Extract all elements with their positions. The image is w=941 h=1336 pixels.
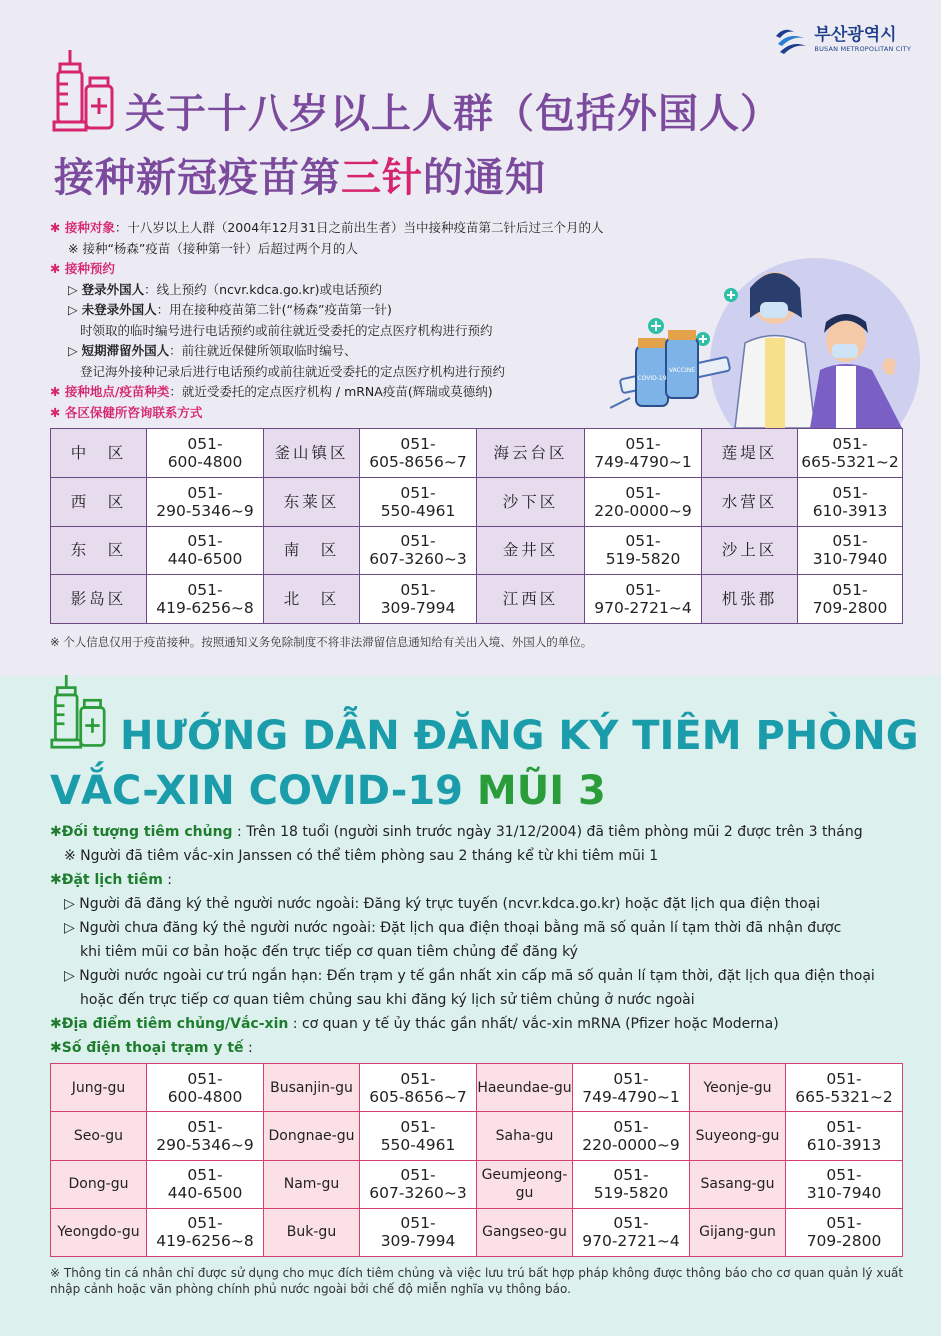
- vietnamese-title-line1: HƯỚNG DẪN ĐĂNG KÝ TIÊM PHÒNG: [120, 713, 919, 759]
- item-label: 接种地点/疫苗种类: [64, 384, 170, 399]
- table-row: [51, 526, 903, 575]
- phone-number: 051- 220-0000~9: [585, 477, 702, 526]
- logo-english-name: BUSAN METROPOLITAN CITY: [814, 45, 911, 54]
- item-text: : Trên 18 tuổi (người sinh trước ngày 31/12/2004) đã tiêm phòng mũi 2 được trên 3 tháng: [232, 824, 863, 840]
- phone-number: 051- 419-6256~8: [147, 1208, 264, 1256]
- list-item: [50, 892, 930, 916]
- item-text: :: [243, 1040, 253, 1056]
- table-row: [51, 429, 903, 478]
- chinese-title-line2: [54, 146, 546, 203]
- district-name: 沙上区: [702, 526, 798, 575]
- phone-number: 051- 600-4800: [147, 429, 264, 478]
- list-item: [50, 940, 930, 964]
- title-line2-prefix: 接种新冠疫苗第: [54, 155, 341, 201]
- phone-number: 051- 290-5346~9: [147, 1112, 264, 1160]
- phone-number: 051- 440-6500: [147, 1160, 264, 1208]
- item-label: Số điện thoại trạm y tế: [61, 1040, 244, 1056]
- item-text: hoặc đến trực tiếp cơ quan tiêm chủng sau khi đăng ký lịch sử tiêm chủng ở nước ngoài: [80, 992, 695, 1008]
- third-dose-highlight: 三针: [341, 155, 423, 201]
- phone-number: 051- 290-5346~9: [147, 477, 264, 526]
- item-text: :: [162, 872, 172, 888]
- district-name: Busanjin-gu: [264, 1064, 360, 1112]
- chinese-info-list: [50, 218, 690, 423]
- district-name: 西 区: [51, 477, 147, 526]
- item-label: Đặt lịch tiêm: [61, 872, 163, 888]
- phone-number: 051- 607-3260~3: [360, 1160, 477, 1208]
- list-item: ✱Đặt lịch tiêm :: [50, 872, 172, 888]
- item-text: : cơ quan y tế ủy thác gần nhất/ vắc-xin mRNA (Pfizer hoặc Moderna): [288, 1016, 779, 1032]
- phone-number: 051- 709-2800: [798, 575, 903, 624]
- list-item: ✱Đối tượng tiêm chủng : Trên 18 tuổi (người sinh trước ngày 31/12/2004) đã tiêm phòng mũi 2 được trên 3 tháng: [50, 824, 863, 840]
- phone-number: 051- 665-5321~2: [786, 1064, 903, 1112]
- district-name: 影岛区: [51, 575, 147, 624]
- phone-number: 051- 610-3913: [786, 1112, 903, 1160]
- district-name: 江西区: [477, 575, 585, 624]
- phone-number: 051- 310-7940: [786, 1160, 903, 1208]
- district-name: Sasang-gu: [690, 1160, 786, 1208]
- phone-number: 051- 220-0000~9: [573, 1112, 690, 1160]
- phone-number: 051- 310-7940: [798, 526, 903, 575]
- district-name: 南 区: [264, 526, 360, 575]
- phone-number: 051- 550-4961: [360, 1112, 477, 1160]
- phone-number: 051- 519-5820: [585, 526, 702, 575]
- item-note: ※ 接种“杨森”疫苗（接种第一针）后超过两个月的人: [68, 240, 358, 256]
- table-row: [51, 477, 903, 526]
- title-line2-prefix: VẮC-XIN COVID-19: [50, 768, 477, 814]
- phone-number: 051- 550-4961: [360, 477, 477, 526]
- list-item: ▷ 未登录外国人：用在接种疫苗第二针(“杨森”疫苗第一针): [68, 302, 392, 317]
- phone-number: 051- 665-5321~2: [798, 429, 903, 478]
- district-name: Seo-gu: [51, 1112, 147, 1160]
- list-item: [50, 988, 930, 1012]
- item-text: ：用在接种疫苗第二针(“杨森”疫苗第一针): [156, 302, 392, 317]
- phone-number: 051- 309-7994: [360, 575, 477, 624]
- item-label: Địa điểm tiêm chủng/Vắc-xin: [61, 1016, 289, 1032]
- list-item: [50, 964, 930, 988]
- district-name: 机张郡: [702, 575, 798, 624]
- item-label: 各区保健所咨询联系方式: [64, 404, 203, 420]
- svg-text:VACCINE: VACCINE: [668, 367, 696, 374]
- phone-number: 051- 440-6500: [147, 526, 264, 575]
- vietnamese-title-line2: [50, 768, 606, 814]
- item-sub-label: 未登录外国人: [81, 302, 157, 317]
- vietnamese-phone-table: [50, 1063, 903, 1257]
- district-name: 莲堤区: [702, 429, 798, 478]
- phone-number: 051- 600-4800: [147, 1064, 264, 1112]
- district-name: 东 区: [51, 526, 147, 575]
- district-name: 东莱区: [264, 477, 360, 526]
- list-item: [50, 844, 930, 868]
- chinese-phone-table: [50, 428, 903, 624]
- phone-number: 051- 607-3260~3: [360, 526, 477, 575]
- item-text: 登记海外接种记录后进行电话预约或前往就近受委托的定点医疗机构进行预约: [80, 363, 506, 379]
- phone-number: 051- 749-4790~1: [585, 429, 702, 478]
- district-name: 釜山镇区: [264, 429, 360, 478]
- item-text: 时领取的临时编号进行电话预约或前往就近受委托的定点医疗机构进行预约: [80, 322, 493, 338]
- list-item: ✱Số điện thoại trạm y tế :: [50, 1040, 253, 1056]
- table-row: [51, 575, 903, 624]
- phone-number: 051- 709-2800: [786, 1208, 903, 1256]
- vaccination-illustration: [610, 258, 932, 428]
- list-item: ▷ 短期滞留外国人：前往就近保健所领取临时编号、: [68, 343, 357, 358]
- table-row: [51, 1208, 903, 1256]
- list-item: ▷ 登录外国人：线上预约（ncvr.kdca.go.kr)或电话预约: [68, 281, 383, 297]
- district-name: Jung-gu: [51, 1064, 147, 1112]
- phone-number: 051- 605-8656~7: [360, 1064, 477, 1112]
- item-text: ：就近受委托的定点医疗机构 / mRNA疫苗(辉瑞或莫德纳): [169, 384, 493, 399]
- district-name: 北 区: [264, 575, 360, 624]
- syringe-vial-icon: [50, 670, 106, 754]
- item-text: ：十八岁以上人群（2004年12月31日之前出生者）当中接种疫苗第二针后过三个月的人: [114, 220, 604, 235]
- district-name: Dong-gu: [51, 1160, 147, 1208]
- table-row: [51, 1064, 903, 1112]
- district-name: Gangseo-gu: [477, 1208, 573, 1256]
- table-row: [51, 1160, 903, 1208]
- phone-number: 051- 605-8656~7: [360, 429, 477, 478]
- chinese-footnote: ※ 个人信息仅用于疫苗接种。按照通知义务免除制度不将非法滞留信息通知给有关出入境、外国人的单位。: [50, 635, 593, 649]
- list-item: [50, 916, 930, 940]
- phone-number: 051- 309-7994: [360, 1208, 477, 1256]
- chinese-title-line1: 关于十八岁以上人群（包括外国人）: [125, 91, 781, 137]
- item-text: ▷ Người đã đăng ký thẻ người nước ngoài: Đăng ký trực tuyến (ncvr.kdca.go.kr) hoặc đặt lịch qua điện thoại: [64, 896, 821, 912]
- item-text: khi tiêm mũi cơ bản hoặc đến trực tiếp cơ quan tiêm chủng để đăng ký: [80, 944, 578, 960]
- district-name: 水营区: [702, 477, 798, 526]
- district-name: Dongnae-gu: [264, 1112, 360, 1160]
- list-item: ✱ 接种预约: [50, 261, 115, 276]
- syringe-vial-icon: [52, 48, 114, 134]
- vietnamese-info-list: [50, 820, 930, 1060]
- list-item: [50, 362, 690, 383]
- vial-label: COVID-19: [637, 375, 667, 382]
- district-name: Yeongdo-gu: [51, 1208, 147, 1256]
- district-name: Suyeong-gu: [690, 1112, 786, 1160]
- title-line2-suffix: 的通知: [423, 155, 546, 201]
- busan-logo: [774, 24, 911, 56]
- item-sub-label: 登录外国人: [81, 281, 145, 297]
- list-item: [50, 321, 690, 342]
- list-item: ✱Địa điểm tiêm chủng/Vắc-xin : cơ quan y tế ủy thác gần nhất/ vắc-xin mRNA (Pfizer hoặc Moderna): [50, 1016, 779, 1032]
- district-name: Nam-gu: [264, 1160, 360, 1208]
- district-name: Geumjeong-gu: [477, 1160, 573, 1208]
- list-item: [50, 239, 690, 260]
- item-text: ▷ Người nước ngoài cư trú ngắn hạn: Đến trạm y tế gần nhất xin cấp mã số quản lí tạm thời, đặt lịch qua điện thoại: [64, 968, 875, 984]
- item-note: ※ Người đã tiêm vắc-xin Janssen có thể tiêm phòng sau 2 tháng kể từ khi tiêm mũi 1: [64, 848, 659, 864]
- district-name: 海云台区: [477, 429, 585, 478]
- district-name: 金井区: [477, 526, 585, 575]
- busan-wave-icon: [774, 24, 808, 56]
- district-name: Gijang-gun: [690, 1208, 786, 1256]
- district-name: Saha-gu: [477, 1112, 573, 1160]
- item-text: ：线上预约（ncvr.kdca.go.kr)或电话预约: [144, 281, 383, 297]
- phone-number: 051- 419-6256~8: [147, 575, 264, 624]
- district-name: 沙下区: [477, 477, 585, 526]
- dose-3-highlight: MŨI 3: [476, 768, 606, 814]
- item-text: ：前往就近保健所领取临时编号、: [169, 343, 357, 358]
- district-name: 中 区: [51, 429, 147, 478]
- item-label: 接种对象: [64, 220, 115, 235]
- item-label: Đối tượng tiêm chủng: [61, 824, 233, 840]
- item-sub-label: 短期滞留外国人: [81, 343, 170, 358]
- phone-number: 051- 970-2721~4: [585, 575, 702, 624]
- list-item: ✱ 接种地点/疫苗种类：就近受委托的定点医疗机构 / mRNA疫苗(辉瑞或莫德纳): [50, 384, 493, 399]
- phone-number: 051- 749-4790~1: [573, 1064, 690, 1112]
- district-name: Buk-gu: [264, 1208, 360, 1256]
- phone-number: 051- 519-5820: [573, 1160, 690, 1208]
- table-row: [51, 1112, 903, 1160]
- vietnamese-footnote: ※ Thông tin cá nhân chỉ được sử dụng cho mục đích tiêm chủng và việc lưu trú bất hợp pháp không được thông báo cho cơ quan quản lý xuất nhập cảnh hoặc văn phòng chính phủ nước ngoài bởi chế độ miễn nghĩa vụ thông báo.: [50, 1266, 904, 1296]
- item-label: 接种预约: [64, 261, 115, 276]
- phone-number: 051- 970-2721~4: [573, 1208, 690, 1256]
- district-name: Yeonje-gu: [690, 1064, 786, 1112]
- item-text: ▷ Người chưa đăng ký thẻ người nước ngoài: Đặt lịch qua điện thoại bằng mã số quản lí tạm thời đã nhận được: [64, 920, 842, 936]
- district-name: Haeundae-gu: [477, 1064, 573, 1112]
- list-item: ✱ 各区保健所咨询联系方式: [50, 404, 203, 420]
- logo-korean-name: 부산광역시: [814, 25, 897, 46]
- phone-number: 051- 610-3913: [798, 477, 903, 526]
- list-item: ✱ 接种对象：十八岁以上人群（2004年12月31日之前出生者）当中接种疫苗第二针后过三个月的人: [50, 220, 604, 235]
